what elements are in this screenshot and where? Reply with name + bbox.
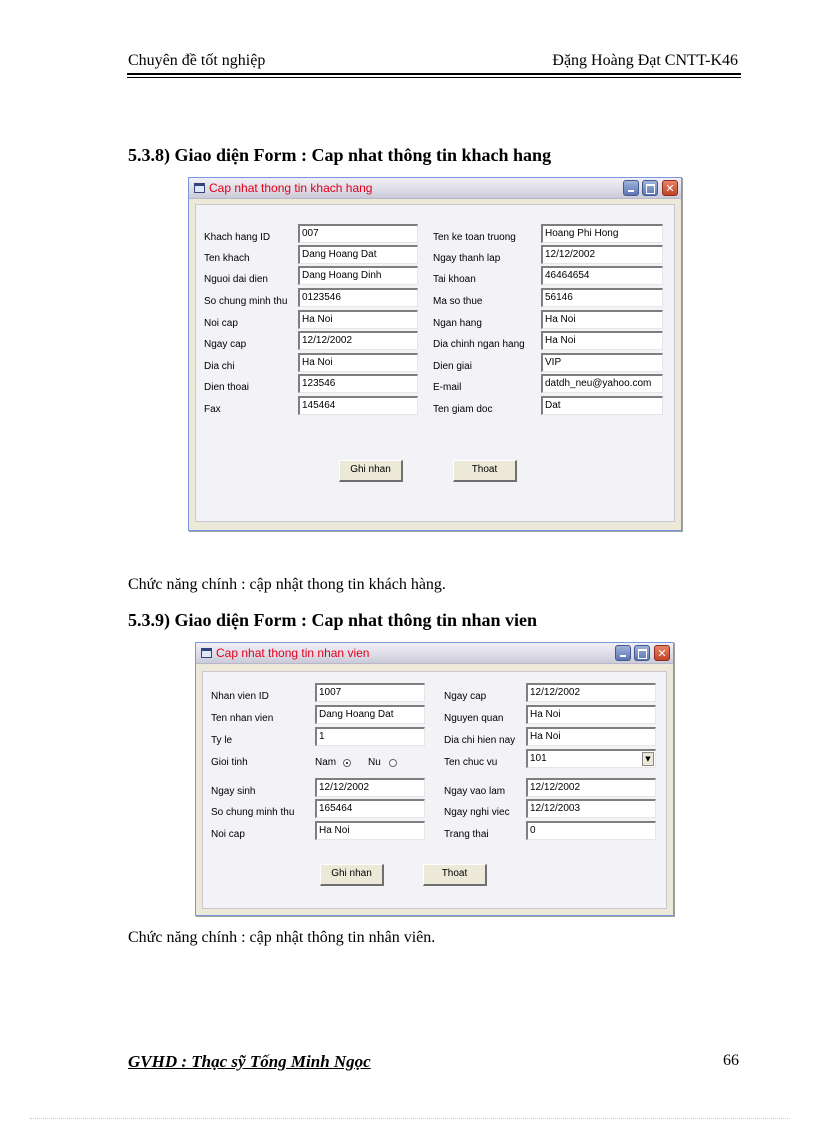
header-rule <box>127 73 741 75</box>
footer-dotted-rule <box>30 1118 790 1119</box>
page-header-right: Đặng Hoàng Đạt CNTT-K46 <box>552 52 738 69</box>
chevron-down-icon[interactable]: ▼ <box>642 752 654 766</box>
employee-issue-place-field[interactable]: Ha Noi <box>315 821 425 840</box>
page-number: 66 <box>723 1052 739 1069</box>
label-employee-issue-place: Noi cap <box>211 829 245 840</box>
employee-window-titlebar[interactable] <box>196 643 673 664</box>
customer-window-title: Cap nhat thong tin khach hang <box>209 181 373 195</box>
start-date-field[interactable]: 12/12/2002 <box>526 778 656 797</box>
section-title-customer: 5.3.8) Giao diện Form : Cap nhat thông tin khach hang <box>128 145 552 165</box>
tax-code-field[interactable]: 56146 <box>541 288 663 307</box>
hometown-field[interactable]: Ha Noi <box>526 705 656 724</box>
address-field[interactable]: Ha Noi <box>298 353 418 372</box>
label-bank: Ngan hang <box>433 318 482 329</box>
founding-date-field[interactable]: 12/12/2002 <box>541 245 663 264</box>
end-date-field[interactable]: 12/12/2003 <box>526 799 656 818</box>
status-field[interactable]: 0 <box>526 821 656 840</box>
customer-window-titlebar[interactable] <box>189 178 681 199</box>
customer-id-field[interactable]: 007 <box>298 224 418 243</box>
label-position: Ten chuc vu <box>444 757 498 768</box>
label-hometown: Nguyen quan <box>444 713 504 724</box>
label-fax: Fax <box>204 404 221 415</box>
label-rate: Ty le <box>211 735 233 746</box>
label-representative: Nguoi dai dien <box>204 274 268 285</box>
save-button[interactable]: Ghi nhan <box>320 864 384 886</box>
employee-form-panel <box>202 671 667 909</box>
label-current-address: Dia chi hien nay <box>444 735 516 746</box>
rate-field[interactable]: 1 <box>315 727 425 746</box>
section-title-employee: 5.3.9) Giao diện Form : Cap nhat thông tin nhan vien <box>128 610 538 630</box>
employee-form-window <box>195 642 674 916</box>
caption-employee-form: Chức năng chính : cập nhật thông tin nhân viên. <box>128 929 436 946</box>
gender-male-label: Nam <box>315 757 337 768</box>
label-customer-id: Khach hang ID <box>204 232 271 243</box>
window-app-icon <box>194 183 205 193</box>
label-chief-accountant: Ten ke toan truong <box>433 232 516 243</box>
bank-address-field[interactable]: Ha Noi <box>541 331 663 350</box>
phone-field[interactable]: 123546 <box>298 374 418 393</box>
employee-issue-date-field[interactable]: 12/12/2002 <box>526 683 656 702</box>
label-employee-id-card: So chung minh thu <box>211 807 295 818</box>
close-icon[interactable]: ✕ <box>654 645 670 661</box>
label-account: Tai khoan <box>433 274 476 285</box>
minimize-icon[interactable] <box>615 645 631 661</box>
exit-button[interactable]: Thoat <box>423 864 487 886</box>
label-employee-issue-date: Ngay cap <box>444 691 487 702</box>
customer-form-window <box>188 177 682 531</box>
label-start-date: Ngay vao lam <box>444 786 506 797</box>
label-issue-place: Noi cap <box>204 318 238 329</box>
label-birth-date: Ngay sinh <box>211 786 256 797</box>
maximize-icon[interactable] <box>634 645 650 661</box>
customer-name-field[interactable]: Dang Hoang Dat <box>298 245 418 264</box>
employee-id-field[interactable]: 1007 <box>315 683 425 702</box>
label-founding-date: Ngay thanh lap <box>433 253 501 264</box>
gender-male-radio[interactable] <box>343 759 351 767</box>
page-header-left: Chuyên đề tốt nghiệp <box>128 52 266 69</box>
description-field[interactable]: VIP <box>541 353 663 372</box>
label-issue-date: Ngay cap <box>204 339 247 350</box>
supervisor-footer: GVHD : Thạc sỹ Tống Minh Ngọc <box>128 1052 371 1071</box>
save-button[interactable]: Ghi nhan <box>339 460 403 482</box>
employee-window-title: Cap nhat thong tin nhan vien <box>216 646 370 660</box>
gender-female-label: Nu <box>368 757 381 768</box>
window-app-icon <box>201 648 212 658</box>
chief-accountant-field[interactable]: Hoang Phi Hong <box>541 224 663 243</box>
label-description: Dien giai <box>433 361 472 372</box>
label-director: Ten giam doc <box>433 404 493 415</box>
label-status: Trang thai <box>444 829 489 840</box>
header-rule-thin <box>127 77 741 78</box>
label-id-card: So chung minh thu <box>204 296 288 307</box>
label-employee-name: Ten nhan vien <box>211 713 274 724</box>
minimize-icon[interactable] <box>623 180 639 196</box>
representative-field[interactable]: Dang Hoang Dinh <box>298 266 418 285</box>
email-field[interactable]: datdh_neu@yahoo.com <box>541 374 663 393</box>
customer-form-panel <box>195 204 675 522</box>
birth-date-field[interactable]: 12/12/2002 <box>315 778 425 797</box>
id-card-field[interactable]: 0123546 <box>298 288 418 307</box>
caption-customer-form: Chức năng chính : cập nhật thong tin khách hàng. <box>128 576 446 593</box>
bank-field[interactable]: Ha Noi <box>541 310 663 329</box>
employee-name-field[interactable]: Dang Hoang Dat <box>315 705 425 724</box>
close-icon[interactable]: ✕ <box>662 180 678 196</box>
label-phone: Dien thoai <box>204 382 250 393</box>
maximize-icon[interactable] <box>642 180 658 196</box>
account-field[interactable]: 46464654 <box>541 266 663 285</box>
exit-button[interactable]: Thoat <box>453 460 517 482</box>
label-bank-address: Dia chinh ngan hang <box>433 339 525 350</box>
label-address: Dia chi <box>204 361 235 372</box>
label-employee-id: Nhan vien ID <box>211 691 269 702</box>
label-end-date: Ngay nghi viec <box>444 807 510 818</box>
fax-field[interactable]: 145464 <box>298 396 418 415</box>
issue-date-field[interactable]: 12/12/2002 <box>298 331 418 350</box>
director-field[interactable]: Dat <box>541 396 663 415</box>
label-tax-code: Ma so thue <box>433 296 483 307</box>
label-email: E-mail <box>433 382 462 393</box>
position-select[interactable]: 101 <box>526 749 656 768</box>
employee-id-card-field[interactable]: 165464 <box>315 799 425 818</box>
label-gender: Gioi tinh <box>211 757 248 768</box>
label-customer-name: Ten khach <box>204 253 250 264</box>
issue-place-field[interactable]: Ha Noi <box>298 310 418 329</box>
gender-female-radio[interactable] <box>389 759 397 767</box>
current-address-field[interactable]: Ha Noi <box>526 727 656 746</box>
